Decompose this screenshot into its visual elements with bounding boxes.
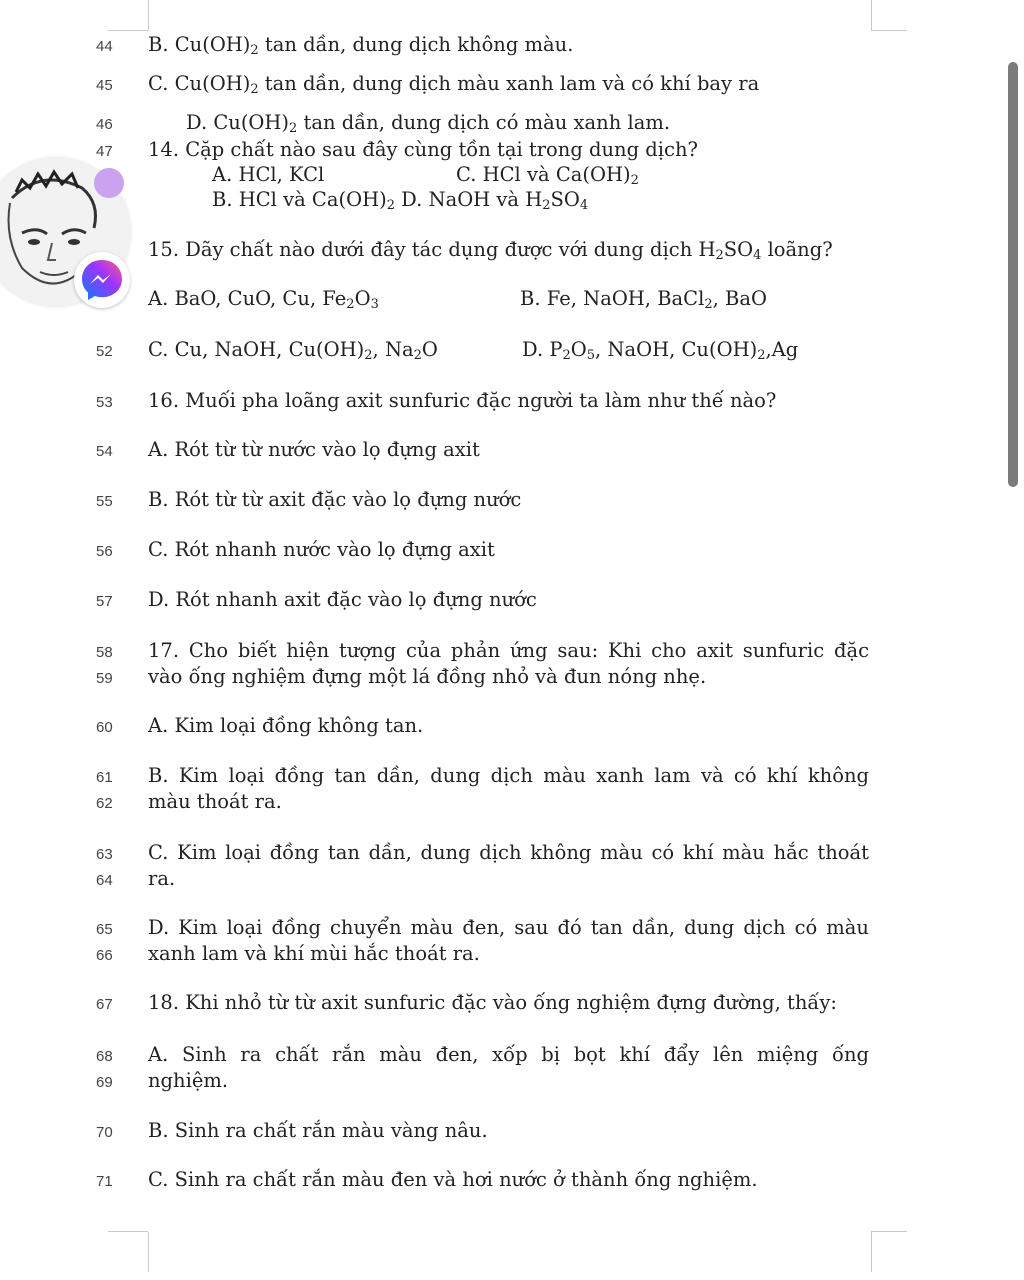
notification-badge	[94, 168, 124, 198]
line-number: 59	[96, 670, 113, 687]
document-text-line: C. $Cu(OH)_2$ tan dần, dung dịch màu xanh lam và có khí bay ra	[148, 72, 760, 97]
line-number: 52	[96, 343, 113, 360]
document-text-line: A. BaO, CuO, Cu, $Fe_2O_3$	[148, 287, 379, 312]
document-text-line: 15. Dãy chất nào dưới đây tác dụng được với dung dịch $H_2SO_4$ loãng?	[148, 238, 833, 263]
line-number: 45	[96, 77, 113, 94]
crop-mark-top-right-h	[871, 30, 907, 31]
crop-mark-top-left-h	[108, 30, 148, 31]
document-text-line: B. $Cu(OH)_2$ tan dần, dung dịch không màu.	[148, 33, 574, 58]
crop-mark-top-right-v	[871, 0, 872, 30]
document-text-line: 17. Cho biết hiện tượng của phản ứng sau: Khi cho axit sunfuric đặc	[148, 639, 869, 662]
document-text-line: D. $P_2O_5$, NaOH, $Cu(OH)_2,Ag$	[522, 338, 799, 363]
line-number: 47	[96, 143, 113, 160]
line-number: 54	[96, 443, 113, 460]
crop-mark-bottom-right-v	[871, 1232, 872, 1272]
crop-mark-bottom-left-v	[148, 1232, 149, 1272]
line-number: 44	[96, 38, 113, 55]
document-text-line: C. Cu, NaOH, $Cu(OH)_2$, $Na_2O$	[148, 338, 438, 363]
document-text-line: 16. Muối pha loãng axit sunfuric đặc người ta làm như thế nào?	[148, 389, 777, 412]
document-text-line: B. Rót từ từ axit đặc vào lọ đựng nước	[148, 488, 522, 511]
document-text-line: màu thoát ra.	[148, 790, 282, 813]
document-text-line: D. Kim loại đồng chuyển màu đen, sau đó tan dần, dung dịch có màu	[148, 916, 869, 939]
document-text-line: 14. Cặp chất nào sau đây cùng tồn tại trong dung dịch?	[148, 138, 698, 161]
document-text-line: C. Kim loại đồng tan dần, dung dịch không màu có khí màu hắc thoát	[148, 841, 869, 864]
document-text-line: D. $Cu(OH)_2$ tan dần, dung dịch có màu xanh lam.	[186, 111, 671, 136]
document-text-line: A. HCl, KCl	[212, 163, 325, 186]
document-text-line: B. Sinh ra chất rắn màu vàng nâu.	[148, 1119, 488, 1142]
crop-mark-bottom-left-h	[108, 1231, 148, 1232]
line-number: 56	[96, 543, 113, 560]
document-text-line: C. HCl và $Ca(OH)_2$	[456, 163, 639, 188]
line-number: 57	[96, 593, 113, 610]
document-text-line: B. HCl và $Ca(OH)_2$ D. NaOH và $H_2SO_4$	[212, 188, 589, 213]
line-number: 63	[96, 846, 113, 863]
line-number: 69	[96, 1074, 113, 1091]
line-number: 68	[96, 1048, 113, 1065]
line-number: 46	[96, 116, 113, 133]
line-number: 62	[96, 795, 113, 812]
vertical-scrollbar[interactable]	[1008, 62, 1018, 487]
crop-mark-bottom-right-h	[871, 1231, 907, 1232]
line-number: 60	[96, 719, 113, 736]
document-text-line: C. Sinh ra chất rắn màu đen và hơi nước ở thành ống nghiệm.	[148, 1168, 758, 1191]
line-number: 61	[96, 769, 113, 786]
document-text-line: D. Rót nhanh axit đặc vào lọ đựng nước	[148, 588, 537, 611]
line-number: 53	[96, 394, 113, 411]
document-text-line: C. Rót nhanh nước vào lọ đựng axit	[148, 538, 495, 561]
document-text-line: B. Fe, NaOH, BaCl$_2$, BaO	[520, 287, 767, 312]
line-number: 58	[96, 644, 113, 661]
line-number: 70	[96, 1124, 113, 1141]
document-text-line: ra.	[148, 867, 176, 890]
line-number: 66	[96, 947, 113, 964]
crop-mark-top-left-v	[148, 0, 149, 30]
line-number: 55	[96, 493, 113, 510]
line-number: 65	[96, 921, 113, 938]
messenger-icon[interactable]	[74, 252, 130, 308]
document-text-line: nghiệm.	[148, 1069, 229, 1092]
line-number: 67	[96, 996, 113, 1013]
document-text-line: vào ống nghiệm đựng một lá đồng nhỏ và đun nóng nhẹ.	[148, 665, 707, 688]
messenger-logo-icon	[74, 252, 130, 308]
line-number: 64	[96, 872, 113, 889]
document-text-line: 18. Khi nhỏ từ từ axit sunfuric đặc vào ống nghiệm đựng đường, thấy:	[148, 991, 837, 1014]
document-text-line: B. Kim loại đồng tan dần, dung dịch màu xanh lam và có khí không	[148, 764, 869, 787]
document-text-line: A. Sinh ra chất rắn màu đen, xốp bị bọt khí đẩy lên miệng ống	[148, 1043, 869, 1066]
document-text-line: A. Rót từ từ nước vào lọ đựng axit	[148, 438, 480, 461]
line-number: 71	[96, 1173, 113, 1190]
document-text-line: A. Kim loại đồng không tan.	[148, 714, 424, 737]
document-text-line: xanh lam và khí mùi hắc thoát ra.	[148, 942, 480, 965]
